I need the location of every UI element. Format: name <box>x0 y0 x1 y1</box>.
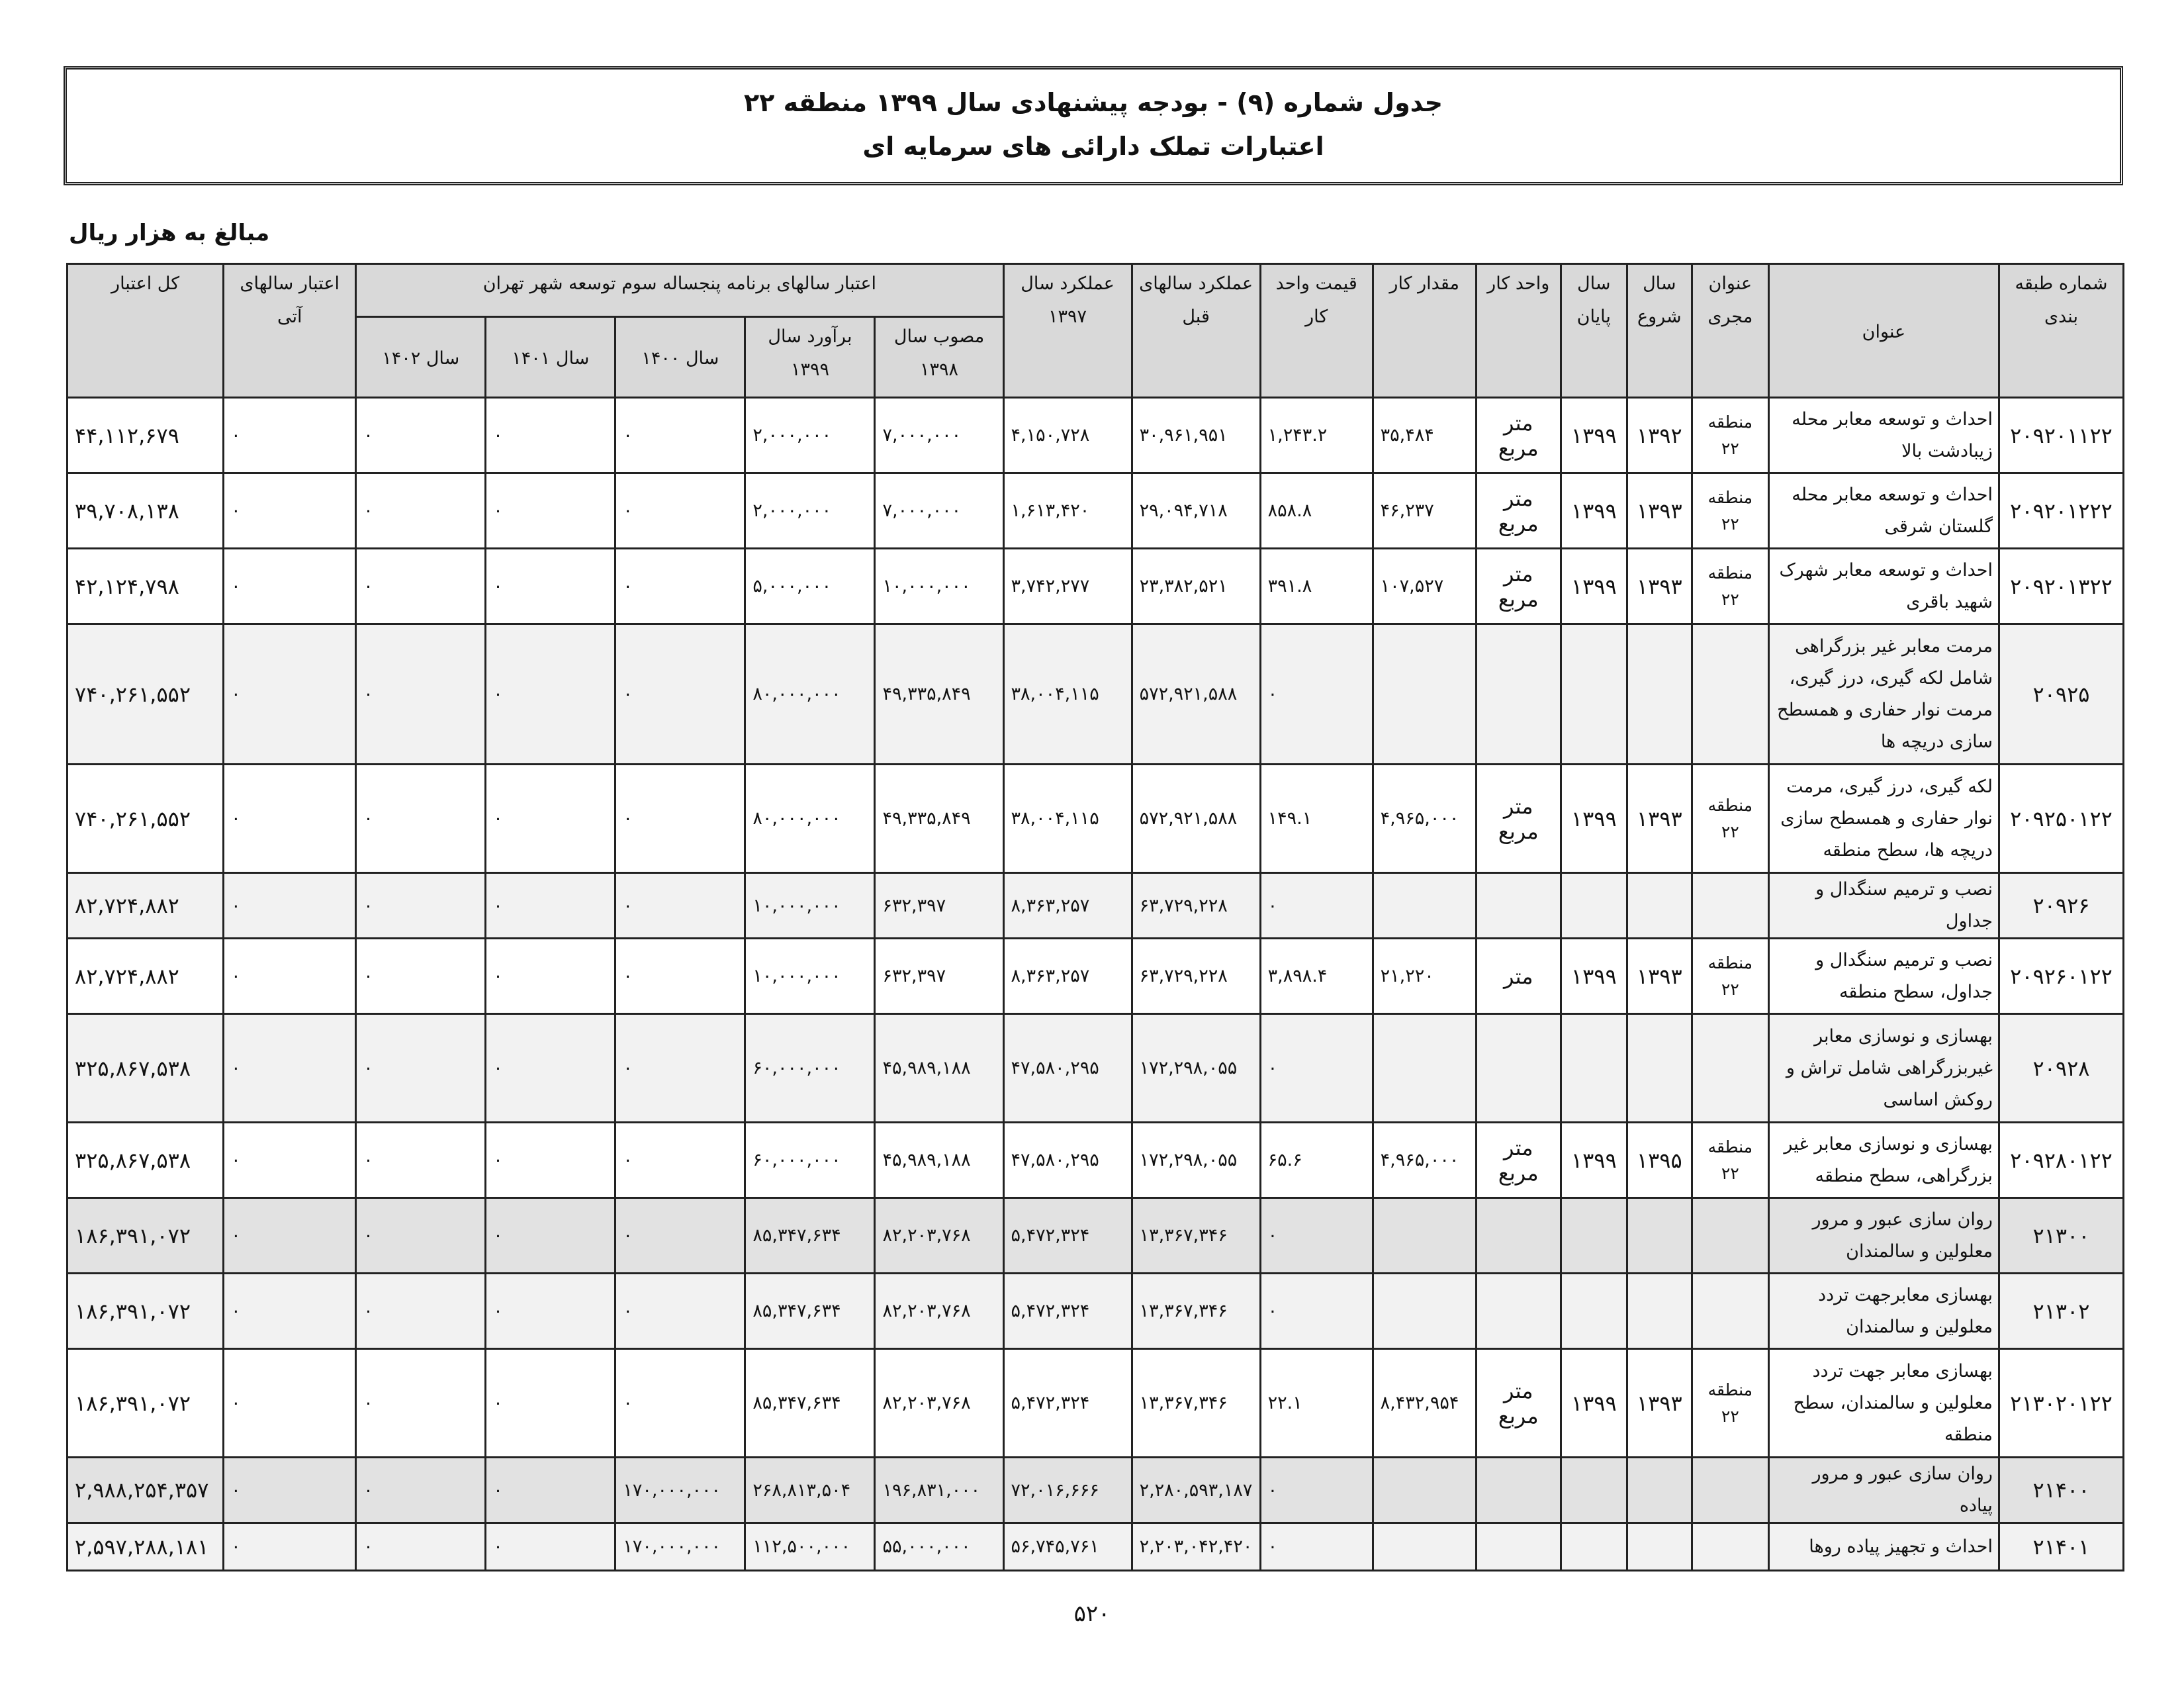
header-year-1401: سال ۱۴۰۱ <box>486 317 615 398</box>
cell-end-year: ۱۳۹۹ <box>1561 473 1627 549</box>
cell-start-year: ۱۳۹۲ <box>1627 398 1692 473</box>
cell-executor: منطقه ۲۲ <box>1692 1123 1768 1198</box>
cell-title: احداث و توسعه معابر محله زیبادشت بالا <box>1768 398 1999 473</box>
cell-estimate-1399: ۶۰,۰۰۰,۰۰۰ <box>745 1123 875 1198</box>
cell-total-credit: ۷۴۰,۲۶۱,۵۵۲ <box>68 624 224 765</box>
cell-performance-previous: ۲۳,۳۸۲,۵۲۱ <box>1132 549 1260 624</box>
cell-start-year <box>1627 873 1692 939</box>
cell-start-year: ۱۳۹۵ <box>1627 1123 1692 1198</box>
cell-work-unit <box>1476 1274 1561 1349</box>
cell-work-unit: متر مربع <box>1476 549 1561 624</box>
table-row <box>68 1274 2124 1349</box>
cell-performance-previous: ۵۷۲,۹۲۱,۵۸۸ <box>1132 765 1260 873</box>
cell-title: احداث و توسعه معابر محله گلستان شرقی <box>1768 473 1999 549</box>
header-total-credit: کل اعتبار <box>68 264 224 398</box>
cell-code: ۲۰۹۲۵۰۱۲۲ <box>1999 765 2123 873</box>
cell-end-year <box>1561 873 1627 939</box>
table-row <box>68 398 2124 473</box>
cell-approved-1398: ۱۹۶,۸۳۱,۰۰۰ <box>875 1458 1003 1523</box>
cell-work-unit: متر مربع <box>1476 473 1561 549</box>
cell-performance-1397: ۳۸,۰۰۴,۱۱۵ <box>1003 765 1132 873</box>
cell-estimate-1399: ۱۰,۰۰۰,۰۰۰ <box>745 939 875 1014</box>
cell-title: بهسازی معابرجهت تردد معلولین و سالمندان <box>1768 1274 1999 1349</box>
cell-year-1400: ۰ <box>615 1014 745 1123</box>
cell-work-quantity <box>1373 1014 1476 1123</box>
cell-year-1402: ۰ <box>356 939 486 1014</box>
cell-start-year: ۱۳۹۳ <box>1627 1349 1692 1458</box>
cell-performance-previous: ۶۳,۷۲۹,۲۲۸ <box>1132 873 1260 939</box>
cell-year-1402: ۰ <box>356 765 486 873</box>
header-code: شماره طبقه بندی <box>1999 264 2123 398</box>
cell-performance-previous: ۲,۲۸۰,۵۹۳,۱۸۷ <box>1132 1458 1260 1523</box>
cell-work-unit: متر مربع <box>1476 765 1561 873</box>
table-row <box>68 1014 2124 1123</box>
cell-year-1402: ۰ <box>356 549 486 624</box>
cell-unit-price: ۸۵۸.۸ <box>1260 473 1373 549</box>
cell-code: ۲۰۹۲۵ <box>1999 624 2123 765</box>
cell-performance-1397: ۴۷,۵۸۰,۲۹۵ <box>1003 1014 1132 1123</box>
cell-work-quantity: ۸,۴۳۲,۹۵۴ <box>1373 1349 1476 1458</box>
cell-end-year: ۱۳۹۹ <box>1561 549 1627 624</box>
cell-future-credit: ۰ <box>224 939 356 1014</box>
cell-estimate-1399: ۸۵,۳۴۷,۶۳۴ <box>745 1198 875 1274</box>
cell-end-year: ۱۳۹۹ <box>1561 398 1627 473</box>
cell-performance-1397: ۸,۳۶۳,۲۵۷ <box>1003 939 1132 1014</box>
cell-executor: منطقه ۲۲ <box>1692 398 1768 473</box>
cell-total-credit: ۲,۵۹۷,۲۸۸,۱۸۱ <box>68 1523 224 1571</box>
cell-performance-1397: ۵,۴۷۲,۳۲۴ <box>1003 1349 1132 1458</box>
cell-unit-price: ۱,۲۴۳.۲ <box>1260 398 1373 473</box>
cell-title: بهسازی معابر جهت تردد معلولین و سالمندان، سطح منطقه <box>1768 1349 1999 1458</box>
cell-year-1401: ۰ <box>486 1274 615 1349</box>
header-end-year: سال پایان <box>1561 264 1627 398</box>
cell-future-credit: ۰ <box>224 398 356 473</box>
cell-year-1400: ۰ <box>615 939 745 1014</box>
cell-performance-1397: ۵۶,۷۴۵,۷۶۱ <box>1003 1523 1132 1571</box>
cell-code: ۲۱۳۰۲ <box>1999 1274 2123 1349</box>
cell-estimate-1399: ۶۰,۰۰۰,۰۰۰ <box>745 1014 875 1123</box>
cell-year-1402: ۰ <box>356 1349 486 1458</box>
cell-work-quantity: ۴۶,۲۳۷ <box>1373 473 1476 549</box>
cell-performance-1397: ۳۸,۰۰۴,۱۱۵ <box>1003 624 1132 765</box>
cell-year-1400: ۱۷۰,۰۰۰,۰۰۰ <box>615 1523 745 1571</box>
cell-year-1401: ۰ <box>486 1349 615 1458</box>
cell-year-1401: ۰ <box>486 873 615 939</box>
cell-performance-1397: ۸,۳۶۳,۲۵۷ <box>1003 873 1132 939</box>
cell-total-credit: ۳۹,۷۰۸,۱۳۸ <box>68 473 224 549</box>
cell-total-credit: ۸۲,۷۲۴,۸۸۲ <box>68 873 224 939</box>
cell-approved-1398: ۷,۰۰۰,۰۰۰ <box>875 473 1003 549</box>
table-row <box>68 1123 2124 1198</box>
cell-year-1400: ۱۷۰,۰۰۰,۰۰۰ <box>615 1458 745 1523</box>
cell-approved-1398: ۸۲,۲۰۳,۷۶۸ <box>875 1349 1003 1458</box>
cell-start-year <box>1627 1458 1692 1523</box>
cell-performance-previous: ۵۷۲,۹۲۱,۵۸۸ <box>1132 624 1260 765</box>
cell-total-credit: ۳۲۵,۸۶۷,۵۳۸ <box>68 1014 224 1123</box>
cell-performance-previous: ۱۳,۳۶۷,۳۴۶ <box>1132 1198 1260 1274</box>
cell-work-quantity: ۳۵,۴۸۴ <box>1373 398 1476 473</box>
cell-title: نصب و ترمیم سنگدال و جداول، سطح منطقه <box>1768 939 1999 1014</box>
cell-code: ۲۰۹۲۰۱۳۲۲ <box>1999 549 2123 624</box>
cell-future-credit: ۰ <box>224 1198 356 1274</box>
cell-start-year <box>1627 1198 1692 1274</box>
cell-executor <box>1692 1458 1768 1523</box>
cell-year-1400: ۰ <box>615 473 745 549</box>
cell-start-year: ۱۳۹۳ <box>1627 939 1692 1014</box>
cell-year-1402: ۰ <box>356 624 486 765</box>
header-year-1400: سال ۱۴۰۰ <box>615 317 745 398</box>
cell-end-year <box>1561 1014 1627 1123</box>
cell-future-credit: ۰ <box>224 1123 356 1198</box>
cell-total-credit: ۱۸۶,۳۹۱,۰۷۲ <box>68 1198 224 1274</box>
header-approved-1398: مصوب سال ۱۳۹۸ <box>875 317 1003 398</box>
cell-performance-1397: ۳,۷۴۲,۲۷۷ <box>1003 549 1132 624</box>
cell-title: نصب و ترمیم سنگدال و جداول <box>1768 873 1999 939</box>
cell-year-1402: ۰ <box>356 1523 486 1571</box>
header-unit-price: قیمت واحد کار <box>1260 264 1373 398</box>
header-title: عنوان <box>1768 264 1999 398</box>
cell-unit-price: ۲۲.۱ <box>1260 1349 1373 1458</box>
cell-title: روان سازی عبور و مرور پیاده <box>1768 1458 1999 1523</box>
cell-work-quantity: ۱۰۷,۵۲۷ <box>1373 549 1476 624</box>
table-row <box>68 624 2124 765</box>
table-row <box>68 1458 2124 1523</box>
cell-work-quantity <box>1373 1274 1476 1349</box>
cell-start-year: ۱۳۹۳ <box>1627 765 1692 873</box>
cell-year-1402: ۰ <box>356 1458 486 1523</box>
cell-executor <box>1692 1014 1768 1123</box>
cell-work-unit <box>1476 1523 1561 1571</box>
cell-total-credit: ۴۴,۱۱۲,۶۷۹ <box>68 398 224 473</box>
cell-total-credit: ۳۲۵,۸۶۷,۵۳۸ <box>68 1123 224 1198</box>
cell-approved-1398: ۸۲,۲۰۳,۷۶۸ <box>875 1274 1003 1349</box>
cell-year-1401: ۰ <box>486 473 615 549</box>
cell-title: لکه گیری، درز گیری، مرمت نوار حفاری و همسطح سازی دریچه ها، سطح منطقه <box>1768 765 1999 873</box>
cell-year-1400: ۰ <box>615 1274 745 1349</box>
cell-unit-price: ۱۴۹.۱ <box>1260 765 1373 873</box>
cell-performance-1397: ۷۲,۰۱۶,۶۶۶ <box>1003 1458 1132 1523</box>
cell-year-1401: ۰ <box>486 939 615 1014</box>
cell-year-1402: ۰ <box>356 398 486 473</box>
budget-table <box>66 263 2124 1571</box>
cell-executor <box>1692 873 1768 939</box>
cell-year-1402: ۰ <box>356 1274 486 1349</box>
header-estimate-1399: برآورد سال ۱۳۹۹ <box>745 317 875 398</box>
table-row <box>68 1523 2124 1571</box>
cell-work-unit <box>1476 624 1561 765</box>
header-year-1402: سال ۱۴۰۲ <box>356 317 486 398</box>
header-plan-group: اعتبار سالهای برنامه پنجساله سوم توسعه شهر تهران <box>356 264 1003 317</box>
cell-unit-price: ۰ <box>1260 1014 1373 1123</box>
cell-future-credit: ۰ <box>224 1274 356 1349</box>
cell-work-quantity <box>1373 1458 1476 1523</box>
cell-performance-1397: ۵,۴۷۲,۳۲۴ <box>1003 1274 1132 1349</box>
cell-future-credit: ۰ <box>224 1523 356 1571</box>
cell-unit-price: ۳۹۱.۸ <box>1260 549 1373 624</box>
cell-year-1400: ۰ <box>615 1123 745 1198</box>
page-title: جدول شماره (۹) - بودجه پیشنهادی سال ۱۳۹۹ منطقه ۲۲ <box>743 88 1443 117</box>
cell-executor: منطقه ۲۲ <box>1692 1349 1768 1458</box>
cell-performance-previous: ۳۰,۹۶۱,۹۵۱ <box>1132 398 1260 473</box>
cell-future-credit: ۰ <box>224 1349 356 1458</box>
cell-approved-1398: ۶۳۲,۳۹۷ <box>875 939 1003 1014</box>
cell-performance-previous: ۱۳,۳۶۷,۳۴۶ <box>1132 1274 1260 1349</box>
cell-performance-previous: ۱۳,۳۶۷,۳۴۶ <box>1132 1349 1260 1458</box>
cell-estimate-1399: ۸۰,۰۰۰,۰۰۰ <box>745 765 875 873</box>
cell-code: ۲۰۹۲۶۰۱۲۲ <box>1999 939 2123 1014</box>
cell-total-credit: ۱۸۶,۳۹۱,۰۷۲ <box>68 1274 224 1349</box>
cell-approved-1398: ۶۳۲,۳۹۷ <box>875 873 1003 939</box>
cell-approved-1398: ۸۲,۲۰۳,۷۶۸ <box>875 1198 1003 1274</box>
cell-total-credit: ۴۲,۱۲۴,۷۹۸ <box>68 549 224 624</box>
cell-performance-previous: ۱۷۲,۲۹۸,۰۵۵ <box>1132 1014 1260 1123</box>
cell-title: بهسازی و نوسازی معابر غیربزرگراهی شامل تراش و روکش اساسی <box>1768 1014 1999 1123</box>
cell-performance-previous: ۲۹,۰۹۴,۷۱۸ <box>1132 473 1260 549</box>
table-row <box>68 765 2124 873</box>
cell-approved-1398: ۴۵,۹۸۹,۱۸۸ <box>875 1123 1003 1198</box>
cell-work-unit <box>1476 1458 1561 1523</box>
cell-performance-1397: ۵,۴۷۲,۳۲۴ <box>1003 1198 1132 1274</box>
table-row <box>68 939 2124 1014</box>
cell-approved-1398: ۴۹,۳۳۵,۸۴۹ <box>875 765 1003 873</box>
page-subtitle: اعتبارات تملک دارائی های سرمایه ای <box>862 132 1324 161</box>
cell-approved-1398: ۷,۰۰۰,۰۰۰ <box>875 398 1003 473</box>
cell-work-quantity <box>1373 1523 1476 1571</box>
cell-start-year: ۱۳۹۳ <box>1627 549 1692 624</box>
page-number: ۵۲۰ <box>1073 1601 1111 1627</box>
cell-estimate-1399: ۵,۰۰۰,۰۰۰ <box>745 549 875 624</box>
cell-year-1400: ۰ <box>615 765 745 873</box>
cell-executor <box>1692 624 1768 765</box>
cell-work-unit: متر <box>1476 939 1561 1014</box>
cell-year-1400: ۰ <box>615 873 745 939</box>
cell-year-1401: ۰ <box>486 765 615 873</box>
cell-unit-price: ۰ <box>1260 1274 1373 1349</box>
cell-executor: منطقه ۲۲ <box>1692 765 1768 873</box>
cell-work-unit: متر مربع <box>1476 1123 1561 1198</box>
unit-note: مبالغ به هزار ریال <box>69 220 270 246</box>
cell-estimate-1399: ۲۶۸,۸۱۳,۵۰۴ <box>745 1458 875 1523</box>
table-row <box>68 1349 2124 1458</box>
cell-estimate-1399: ۲,۰۰۰,۰۰۰ <box>745 473 875 549</box>
cell-total-credit: ۸۲,۷۲۴,۸۸۲ <box>68 939 224 1014</box>
cell-work-quantity <box>1373 873 1476 939</box>
cell-future-credit: ۰ <box>224 1458 356 1523</box>
cell-work-unit <box>1476 873 1561 939</box>
cell-title: بهسازی و نوسازی معابر غیر بزرگراهی، سطح منطقه <box>1768 1123 1999 1198</box>
cell-executor <box>1692 1198 1768 1274</box>
cell-work-quantity: ۴,۹۶۵,۰۰۰ <box>1373 1123 1476 1198</box>
cell-work-quantity: ۴,۹۶۵,۰۰۰ <box>1373 765 1476 873</box>
cell-title: احداث و توسعه معابر شهرک شهید باقری <box>1768 549 1999 624</box>
cell-executor: منطقه ۲۲ <box>1692 473 1768 549</box>
cell-year-1401: ۰ <box>486 1123 615 1198</box>
cell-start-year <box>1627 1014 1692 1123</box>
cell-future-credit: ۰ <box>224 765 356 873</box>
cell-year-1402: ۰ <box>356 1198 486 1274</box>
cell-year-1401: ۰ <box>486 624 615 765</box>
cell-performance-1397: ۱,۶۱۳,۴۲۰ <box>1003 473 1132 549</box>
cell-year-1400: ۰ <box>615 1349 745 1458</box>
cell-work-unit <box>1476 1014 1561 1123</box>
cell-executor: منطقه ۲۲ <box>1692 939 1768 1014</box>
cell-approved-1398: ۴۵,۹۸۹,۱۸۸ <box>875 1014 1003 1123</box>
cell-end-year <box>1561 1523 1627 1571</box>
cell-end-year <box>1561 1458 1627 1523</box>
title-box <box>64 66 2123 185</box>
cell-year-1402: ۰ <box>356 473 486 549</box>
cell-future-credit: ۰ <box>224 624 356 765</box>
cell-title: روان سازی عبور و مرور معلولین و سالمندان <box>1768 1198 1999 1274</box>
cell-year-1402: ۰ <box>356 1014 486 1123</box>
cell-code: ۲۱۳۰۰ <box>1999 1198 2123 1274</box>
cell-approved-1398: ۴۹,۳۳۵,۸۴۹ <box>875 624 1003 765</box>
cell-work-unit: متر مربع <box>1476 1349 1561 1458</box>
cell-year-1400: ۰ <box>615 624 745 765</box>
cell-estimate-1399: ۸۰,۰۰۰,۰۰۰ <box>745 624 875 765</box>
header-start-year: سال شروع <box>1627 264 1692 398</box>
cell-estimate-1399: ۸۵,۳۴۷,۶۳۴ <box>745 1274 875 1349</box>
cell-title: مرمت معابر غیر بزرگراهی شامل لکه گیری، درز گیری، مرمت نوار حفاری و همسطح سازی دریچه ها <box>1768 624 1999 765</box>
cell-start-year <box>1627 624 1692 765</box>
cell-year-1401: ۰ <box>486 549 615 624</box>
cell-future-credit: ۰ <box>224 473 356 549</box>
header-future-credit: اعتبار سالهای آتی <box>224 264 356 398</box>
cell-end-year <box>1561 624 1627 765</box>
cell-estimate-1399: ۱۰,۰۰۰,۰۰۰ <box>745 873 875 939</box>
header-performance-1397: عملکرد سال ۱۳۹۷ <box>1003 264 1132 398</box>
cell-approved-1398: ۱۰,۰۰۰,۰۰۰ <box>875 549 1003 624</box>
cell-code: ۲۰۹۲۸ <box>1999 1014 2123 1123</box>
cell-approved-1398: ۵۵,۰۰۰,۰۰۰ <box>875 1523 1003 1571</box>
cell-unit-price: ۰ <box>1260 1458 1373 1523</box>
cell-total-credit: ۱۸۶,۳۹۱,۰۷۲ <box>68 1349 224 1458</box>
cell-work-quantity <box>1373 1198 1476 1274</box>
cell-future-credit: ۰ <box>224 549 356 624</box>
table-row <box>68 1198 2124 1274</box>
header-executor: عنوان مجری <box>1692 264 1768 398</box>
cell-estimate-1399: ۲,۰۰۰,۰۰۰ <box>745 398 875 473</box>
cell-executor: منطقه ۲۲ <box>1692 549 1768 624</box>
cell-code: ۲۰۹۲۸۰۱۲۲ <box>1999 1123 2123 1198</box>
cell-year-1400: ۰ <box>615 549 745 624</box>
cell-end-year <box>1561 1198 1627 1274</box>
cell-end-year: ۱۳۹۹ <box>1561 765 1627 873</box>
cell-future-credit: ۰ <box>224 1014 356 1123</box>
header-work-unit: واحد کار <box>1476 264 1561 398</box>
cell-executor <box>1692 1274 1768 1349</box>
cell-start-year <box>1627 1523 1692 1571</box>
cell-work-unit <box>1476 1198 1561 1274</box>
cell-performance-1397: ۴,۱۵۰,۷۲۸ <box>1003 398 1132 473</box>
cell-code: ۲۱۴۰۰ <box>1999 1458 2123 1523</box>
cell-year-1401: ۰ <box>486 1014 615 1123</box>
cell-performance-previous: ۱۷۲,۲۹۸,۰۵۵ <box>1132 1123 1260 1198</box>
cell-performance-1397: ۴۷,۵۸۰,۲۹۵ <box>1003 1123 1132 1198</box>
cell-year-1401: ۰ <box>486 1458 615 1523</box>
cell-title: احداث و تجهیز پیاده روها <box>1768 1523 1999 1571</box>
cell-year-1400: ۰ <box>615 1198 745 1274</box>
cell-estimate-1399: ۱۱۲,۵۰۰,۰۰۰ <box>745 1523 875 1571</box>
cell-code: ۲۰۹۲۰۱۲۲۲ <box>1999 473 2123 549</box>
cell-work-unit: متر مربع <box>1476 398 1561 473</box>
cell-code: ۲۰۹۲۰۱۱۲۲ <box>1999 398 2123 473</box>
cell-end-year <box>1561 1274 1627 1349</box>
cell-performance-previous: ۲,۲۰۳,۰۴۲,۴۲۰ <box>1132 1523 1260 1571</box>
header-work-quantity: مقدار کار <box>1373 264 1476 398</box>
cell-year-1400: ۰ <box>615 398 745 473</box>
cell-year-1402: ۰ <box>356 1123 486 1198</box>
cell-start-year <box>1627 1274 1692 1349</box>
cell-start-year: ۱۳۹۳ <box>1627 473 1692 549</box>
cell-total-credit: ۷۴۰,۲۶۱,۵۵۲ <box>68 765 224 873</box>
cell-executor <box>1692 1523 1768 1571</box>
cell-end-year: ۱۳۹۹ <box>1561 1349 1627 1458</box>
cell-work-quantity: ۲۱,۲۲۰ <box>1373 939 1476 1014</box>
header-performance-previous: عملکرد سالهای قبل <box>1132 264 1260 398</box>
cell-unit-price: ۰ <box>1260 873 1373 939</box>
cell-future-credit: ۰ <box>224 873 356 939</box>
table-row <box>68 473 2124 549</box>
cell-year-1401: ۰ <box>486 1198 615 1274</box>
cell-year-1401: ۰ <box>486 398 615 473</box>
table-body <box>68 398 2124 1571</box>
cell-work-quantity <box>1373 624 1476 765</box>
cell-estimate-1399: ۸۵,۳۴۷,۶۳۴ <box>745 1349 875 1458</box>
cell-code: ۲۱۳۰۲۰۱۲۲ <box>1999 1349 2123 1458</box>
cell-code: ۲۱۴۰۱ <box>1999 1523 2123 1571</box>
cell-unit-price: ۰ <box>1260 1523 1373 1571</box>
cell-unit-price: ۰ <box>1260 624 1373 765</box>
cell-year-1402: ۰ <box>356 873 486 939</box>
cell-end-year: ۱۳۹۹ <box>1561 939 1627 1014</box>
table-row <box>68 549 2124 624</box>
cell-unit-price: ۰ <box>1260 1198 1373 1274</box>
cell-end-year: ۱۳۹۹ <box>1561 1123 1627 1198</box>
cell-unit-price: ۶۵.۶ <box>1260 1123 1373 1198</box>
cell-code: ۲۰۹۲۶ <box>1999 873 2123 939</box>
cell-performance-previous: ۶۳,۷۲۹,۲۲۸ <box>1132 939 1260 1014</box>
cell-unit-price: ۳,۸۹۸.۴ <box>1260 939 1373 1014</box>
cell-year-1401: ۰ <box>486 1523 615 1571</box>
cell-total-credit: ۲,۹۸۸,۲۵۴,۳۵۷ <box>68 1458 224 1523</box>
table-row <box>68 873 2124 939</box>
